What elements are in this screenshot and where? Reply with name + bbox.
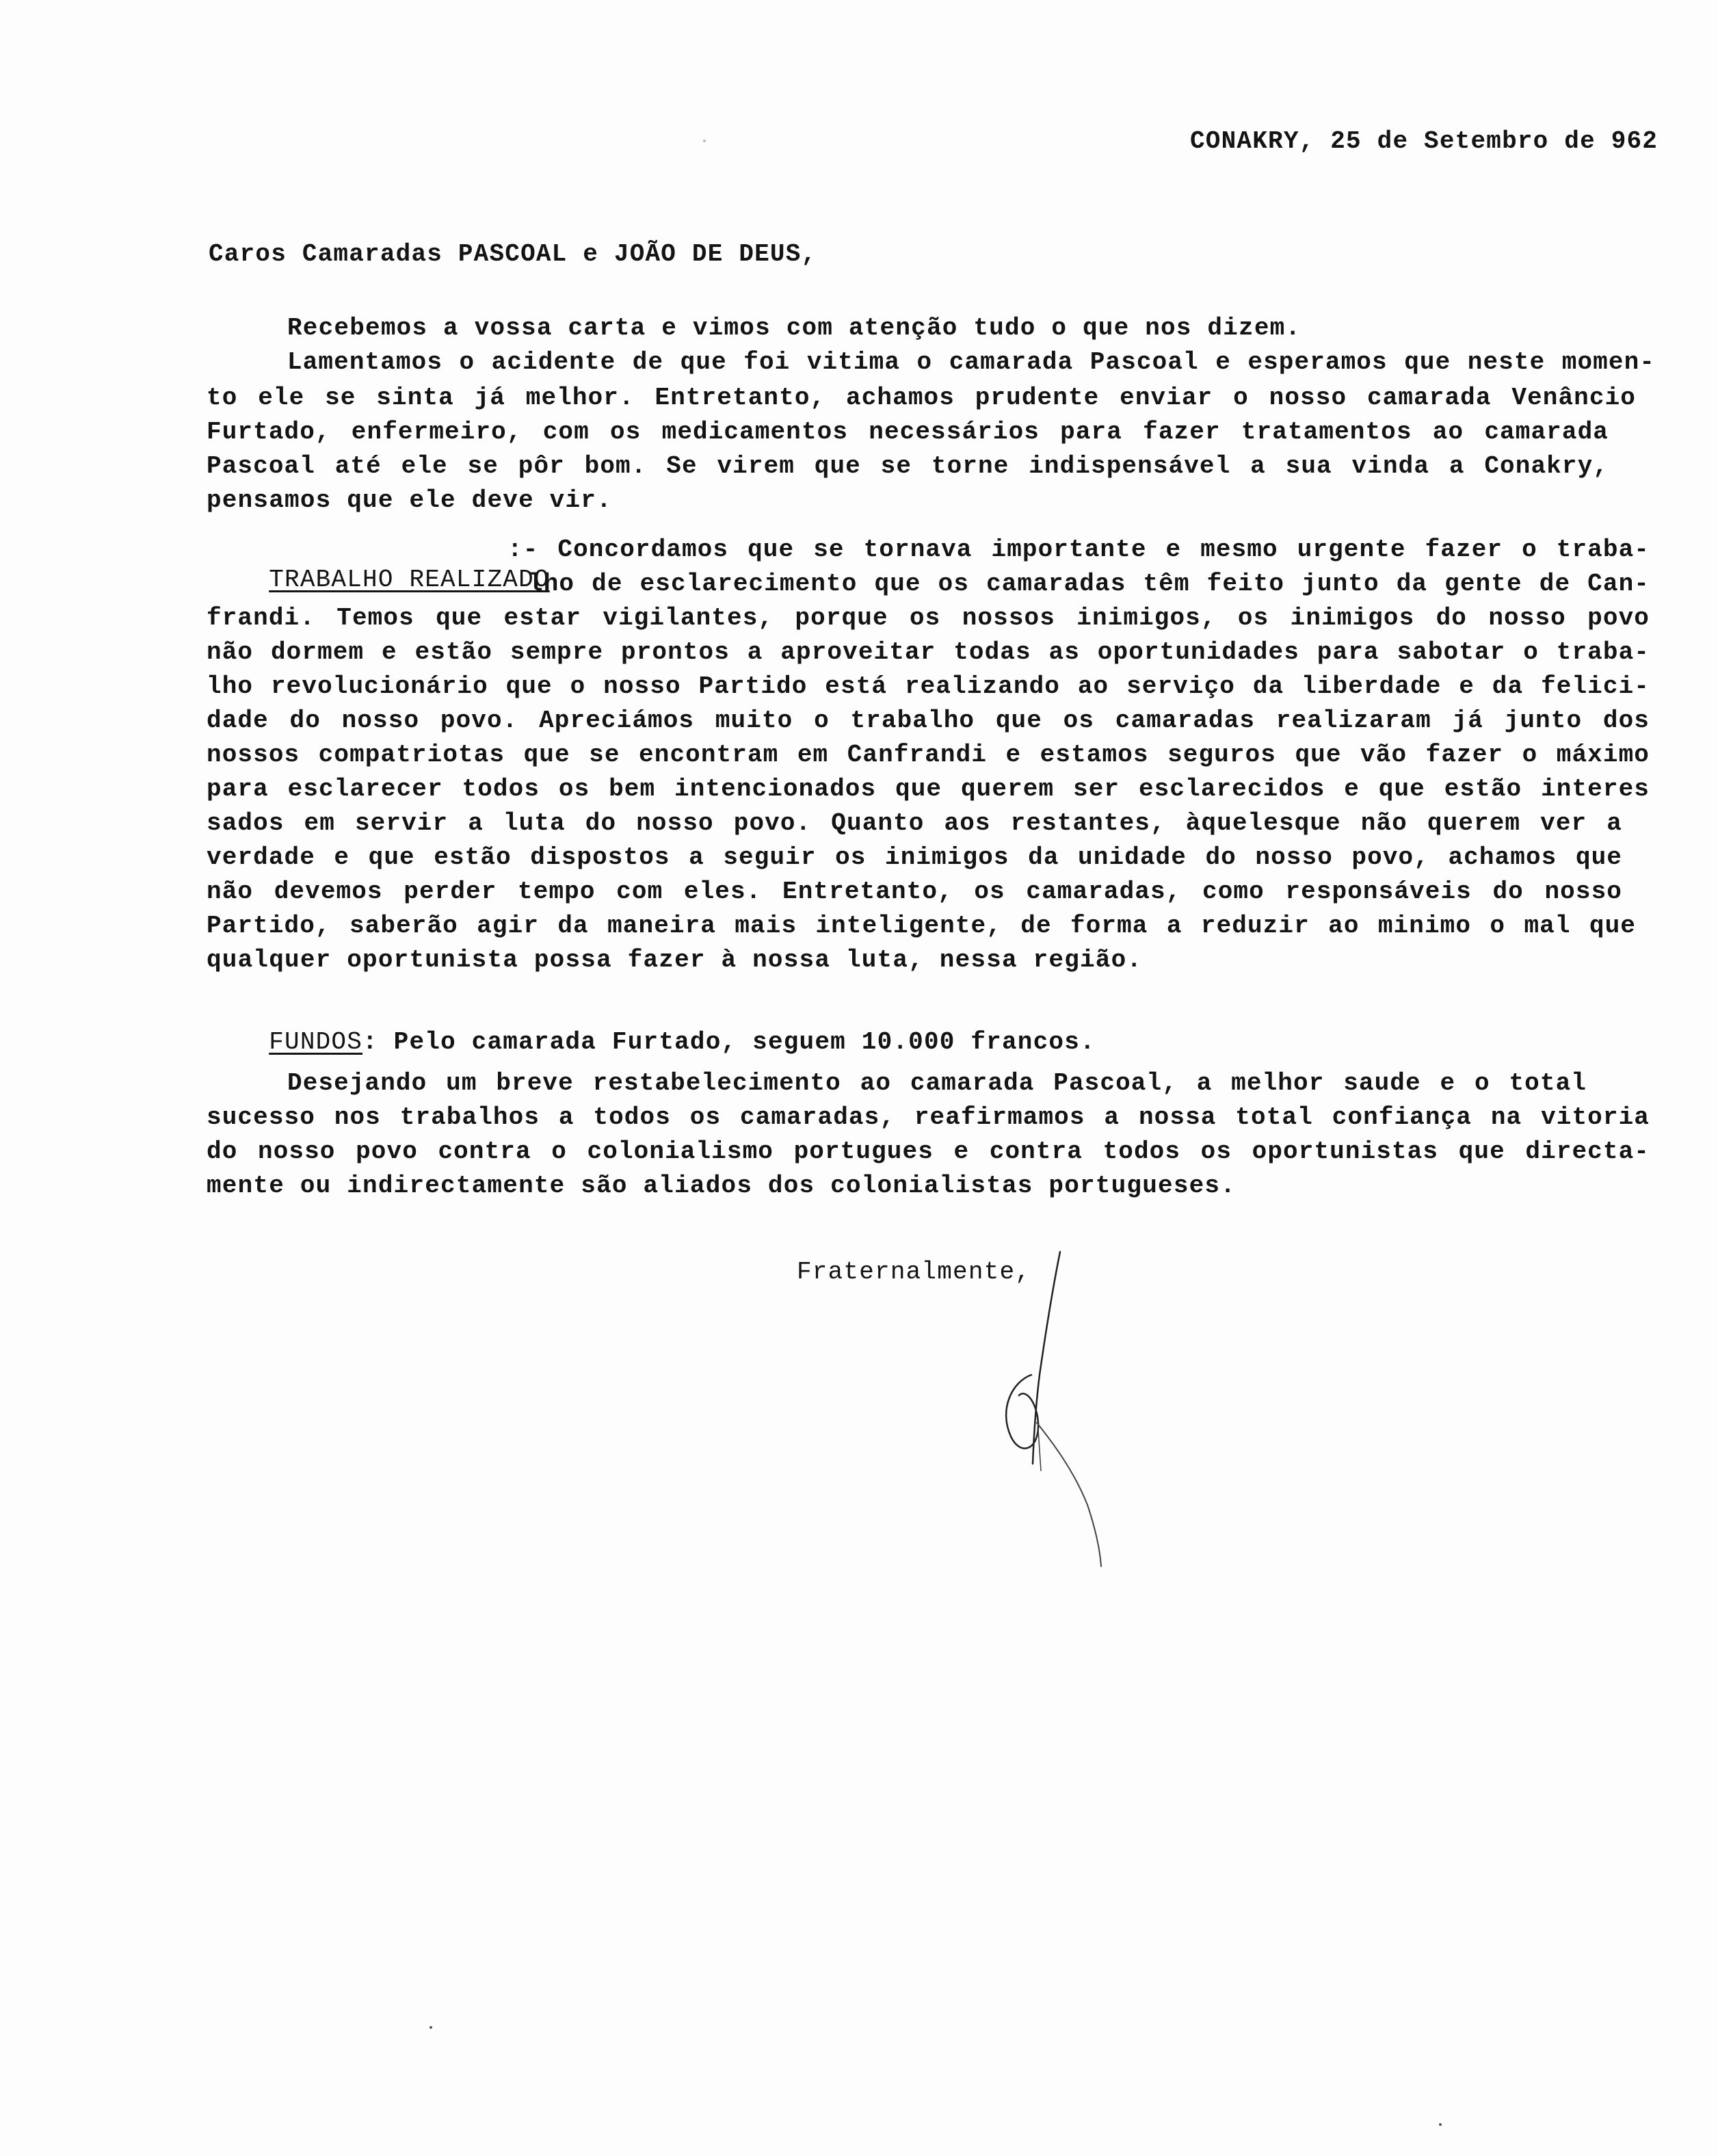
- trabalho-line-9: verdade e que estão dispostos a seguir os inimigos da unidade do nosso povo, achamos que: [207, 843, 1622, 871]
- trabalho-line-7: para esclarecer todos os bem intencionados que querem ser esclarecidos e que estão interes: [207, 775, 1650, 803]
- trabalho-line-12: qualquer oportunista possa fazer à nossa luta, nessa região.: [207, 946, 1143, 974]
- signoff: Fraternalmente,: [797, 1258, 1031, 1286]
- scan-speck: [430, 2026, 432, 2029]
- scan-speck: [703, 140, 706, 142]
- scan-speck: [1439, 2123, 1442, 2126]
- trabalho-line-2: frandi. Temos que estar vigilantes, porque os nossos inimigos, os inimigos do nosso povo: [207, 604, 1650, 632]
- fundos-heading: FUNDOS: [269, 1028, 363, 1056]
- trabalho-line-1: lho de esclarecimento que os camaradas têm feito junto da gente de Can-: [528, 570, 1650, 598]
- paragraph1-line-6: pensamos que ele deve vir.: [207, 486, 612, 514]
- letter-date: CONAKRY, 25 de Setembro de 962: [1190, 127, 1658, 155]
- salutation: Caros Camaradas PASCOAL e JOÃO DE DEUS,: [209, 240, 817, 268]
- closing-line-1: Desejando um breve restabelecimento ao camarada Pascoal, a melhor saude e o total: [287, 1069, 1587, 1097]
- trabalho-line-4: lho revolucionário que o nosso Partido está realizando ao serviço da liberdade e da felici-: [207, 672, 1650, 700]
- paragraph1-line-1: Recebemos a vossa carta e vimos com atenção tudo o que nos dizem.: [287, 314, 1301, 342]
- paragraph1-line-5: Pascoal até ele se pôr bom. Se virem que se torne indispensável a sua vinda a Conakry,: [207, 452, 1609, 480]
- trabalho-line-6: nossos compatriotas que se encontram em Canfrandi e estamos seguros que vão fazer o máximo: [207, 741, 1650, 769]
- trabalho-lead-line: :- Concordamos que se tornava importante e mesmo urgente fazer o traba-: [507, 536, 1650, 564]
- trabalho-heading: TRABALHO REALIZADO: [269, 566, 550, 594]
- trabalho-line-5: dade do nosso povo. Apreciámos muito o trabalho que os camaradas realizaram já junto dos: [207, 707, 1650, 735]
- paragraph1-line-3: to ele se sinta já melhor. Entretanto, achamos prudente enviar o nosso camarada Venâncio: [207, 384, 1636, 412]
- trabalho-line-11: Partido, saberão agir da maneira mais inteligente, de forma a reduzir ao minimo o mal que: [207, 912, 1636, 940]
- closing-line-2: sucesso nos trabalhos a todos os camaradas, reafirmamos a nossa total confiança na vitoria: [207, 1103, 1650, 1131]
- fundos-text: : Pelo camarada Furtado, seguem 10.000 francos.: [362, 1028, 1096, 1056]
- closing-line-3: do nosso povo contra o colonialismo portugues e contra todos os oportunistas que directa-: [207, 1138, 1650, 1166]
- paragraph1-line-2: Lamentamos o acidente de que foi vitima o camarada Pascoal e esperamos que neste momen-: [287, 348, 1655, 376]
- trabalho-line-10: não devemos perder tempo com eles. Entretanto, os camaradas, como responsáveis do nosso: [207, 878, 1622, 906]
- handwritten-signature: [971, 1245, 1149, 1573]
- trabalho-line-8: sados em servir a luta do nosso povo. Quanto aos restantes, àquelesque não querem ver a: [207, 809, 1622, 837]
- trabalho-line-3: não dormem e estão sempre prontos a aproveitar todas as oportunidades para sabotar o traba-: [207, 638, 1650, 666]
- closing-line-4: mente ou indirectamente são aliados dos colonialistas portugueses.: [207, 1172, 1237, 1200]
- paragraph1-line-4: Furtado, enfermeiro, com os medicamentos necessários para fazer tratamentos ao camarada: [207, 418, 1609, 446]
